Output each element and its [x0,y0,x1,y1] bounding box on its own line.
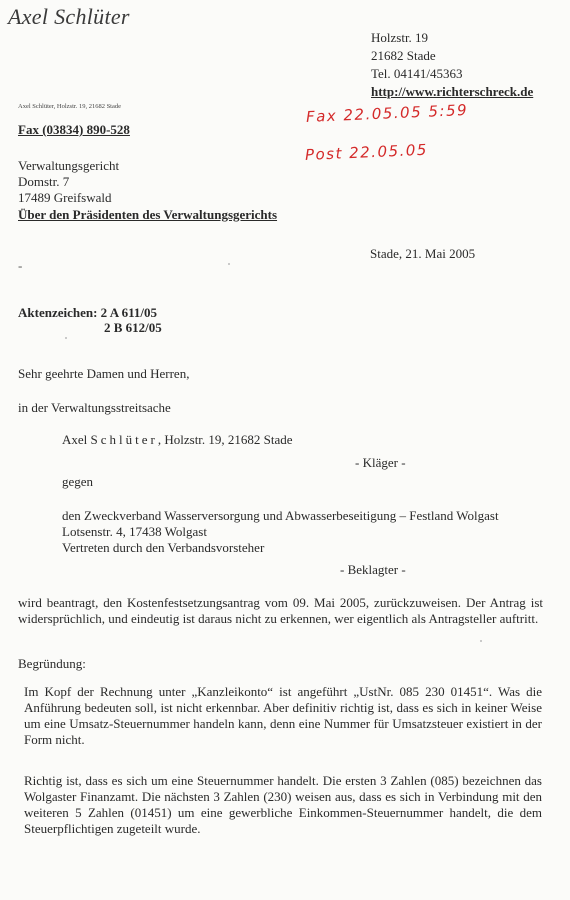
scan-speck [480,640,482,642]
request-paragraph: wird beantragt, den Kostenfestsetzungsantrag vom 09. Mai 2005, zurückzuweisen. Der Antrag ist widersprüchlich, und eindeutig ist daraus nicht zu erkennen, wer eigentlich als Antragsteller auftritt. [18,595,543,626]
plaintiff-line [62,432,293,448]
plaintiff-first-name: Axel [62,432,91,447]
letterhead-phone: Tel. 04141/45363 [371,66,463,81]
defendant-name: den Zweckverband Wasserversorgung und Abwasserbeseitigung – Festland Wolgast [62,508,499,523]
plaintiff-surname: Schlüter [90,432,158,447]
fax-number: Fax (03834) 890-528 [18,122,130,137]
defendant-role: - Beklagter - [340,562,406,577]
scan-speck [228,263,230,265]
reason-paragraph-1: Im Kopf der Rechnung unter „Kanzleikonto“ ist angeführt „UstNr. 085 230 01451“. Was die Anführung bedeuten soll, ist nicht erkennbar. Aber definitiv richtig ist, dass es sich in keiner Weise um eine Umsatz-Steuernummer handeln kann, denn eine Nummer für Umsatzsteuer existiert in der Form nicht. [24,684,542,747]
recipient-city: 17489 Greifswald [18,190,112,205]
recipient-court: Verwaltungsgericht [18,158,120,173]
sender-return-line: Axel Schlüter, Holzstr. 19, 21682 Stade [18,103,122,110]
defendant-address: Lotsenstr. 4, 17438 Wolgast [62,524,207,539]
reason-heading: Begründung: [18,656,86,671]
plaintiff-address: , Holzstr. 19, 21682 Stade [157,432,293,447]
letterhead-url[interactable]: http://www.richterschreck.de [371,84,534,99]
dash-mark: - [18,258,23,273]
reason-paragraph-2: Richtig ist, dass es sich um eine Steuernummer handelt. Die ersten 3 Zahlen (085) bezeichnen das Wolgaster Finanzamt. Die nächsten 3 Zahlen (230) weisen aus, dass es sich in Verbindung mit den weiteren 5 Zahlen (01451) um eine gewerbliche Einkommen-Steuernummer handelt, die dem Steuerpflichtigen zugeteilt wurde. [24,773,542,836]
letterhead-city: 21682 Stade [371,48,436,63]
handwritten-post-note: Post 22.05.05 [304,140,429,164]
scan-speck [65,337,67,339]
letterhead-name: Axel Schlüter [8,4,130,29]
letter-date: Stade, 21. Mai 2005 [370,246,476,261]
plaintiff-name [62,432,158,447]
case-number-second: 2 B 612/05 [104,320,162,335]
case-number-label: Aktenzeichen: 2 A 611/05 [18,305,158,320]
defendant-representative: Vertreten durch den Verbandsvorsteher [62,540,265,555]
recipient-street: Domstr. 7 [18,174,70,189]
against-word: gegen [62,474,94,489]
recipient-attention: Über den Präsidenten des Verwaltungsgerichts [18,207,278,222]
case-intro: in der Verwaltungsstreitsache [18,400,171,415]
salutation: Sehr geehrte Damen und Herren, [18,366,190,381]
plaintiff-role: - Kläger - [355,455,406,470]
handwritten-fax-note: Fax 22.05.05 5:59 [305,100,469,126]
letterhead-street: Holzstr. 19 [371,30,429,45]
